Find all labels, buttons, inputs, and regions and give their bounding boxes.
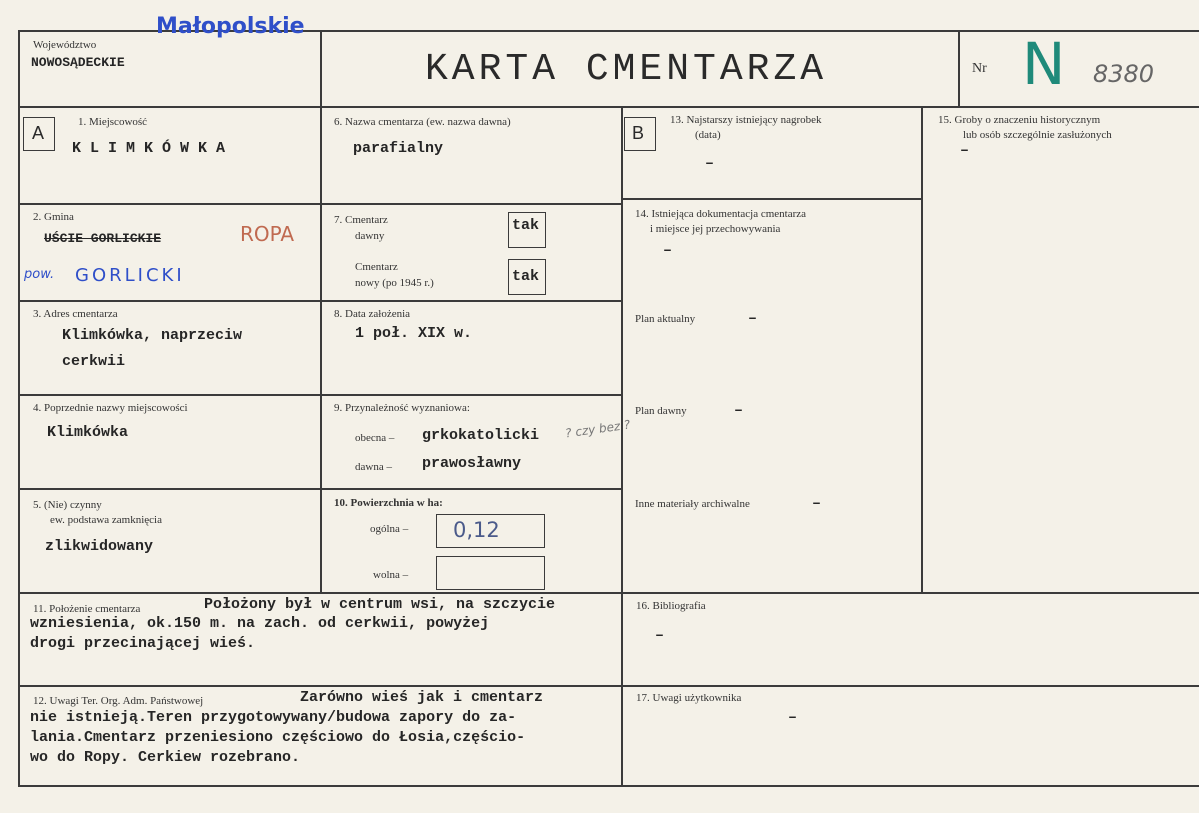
field-11-line3: drogi przecinającej wieś. <box>30 635 256 652</box>
field-11-line1: Położony był w centrum wsi, na szczycie <box>204 596 556 613</box>
field-10-ogolna: 0,12 <box>453 518 500 542</box>
field-9-dawna-label: dawna – <box>355 461 392 473</box>
nr-letter: N <box>1022 30 1066 98</box>
field-4-value: Klimkówka <box>47 424 129 441</box>
field-4-label: 4. Poprzednie nazwy miejscowości <box>33 402 188 414</box>
plan-aktualny-value: – <box>748 310 758 327</box>
field-12-line3: lania.Cmentarz przeniesiono częściowo do Łosia,częścio- <box>30 729 526 746</box>
field-2-label: 2. Gmina <box>33 211 74 223</box>
field-11-label: 11. Położenie cmentarza <box>33 603 141 615</box>
field-7-tak1: tak <box>512 217 540 234</box>
field-9-label: 9. Przynależność wyznaniowa: <box>334 402 470 414</box>
field-15-label1: 15. Groby o znaczeniu historycznym <box>938 114 1101 126</box>
field-2-struck: UŚCIE GORLICKIE <box>44 231 162 246</box>
field-2-pow-value: GORLICKI <box>75 265 185 286</box>
field-10-label: 10. Powierzchnia w ha: <box>334 497 443 509</box>
field-3-line2: cerkwii <box>62 353 126 370</box>
field-14-value: – <box>663 242 673 259</box>
field-10-ogolna-label: ogólna – <box>370 523 409 535</box>
field-7-tak2: tak <box>512 268 540 285</box>
card-title: KARTA CMENTARZA <box>425 48 828 91</box>
field-1-value: KLIMKÓWKA <box>72 140 235 157</box>
region-stamp: Małopolskie <box>156 14 305 39</box>
field-11-line2: wzniesienia, ok.150 m. na zach. od cerkwii, powyżej <box>30 615 490 632</box>
field-9-dawna: prawosławny <box>422 455 522 472</box>
field-10-wolna-box <box>436 556 545 590</box>
field-13-value: – <box>705 155 715 172</box>
field-17-value: – <box>788 709 798 726</box>
field-12-label: 12. Uwagi Ter. Org. Adm. Państwowej <box>33 695 204 707</box>
inne-materialy-label: Inne materiały archiwalne <box>635 498 750 510</box>
wojewodztwo-value: NOWOSĄDECKIE <box>31 55 125 70</box>
field-12-line1: Zarówno wieś jak i cmentarz <box>300 689 544 706</box>
section-b-letter: B <box>632 123 645 143</box>
section-a-letter: A <box>32 123 45 143</box>
plan-dawny-label: Plan dawny <box>635 405 687 417</box>
field-8-label: 8. Data założenia <box>334 308 411 320</box>
field-5-value: zlikwidowany <box>45 538 154 555</box>
field-3-label: 3. Adres cmentarza <box>33 308 118 320</box>
inne-materialy-value: – <box>812 495 822 512</box>
field-5-label2: ew. podstawa zamknięcia <box>50 514 162 526</box>
field-5-label1: 5. (Nie) czynny <box>33 499 102 511</box>
field-2-pow-prefix: pow. <box>24 267 55 282</box>
field-15-label2: lub osób szczególnie zasłużonych <box>963 129 1112 141</box>
plan-aktualny-label: Plan aktualny <box>635 313 696 325</box>
field-7-nowy: nowy (po 1945 r.) <box>355 277 434 289</box>
field-9-obecna-label: obecna – <box>355 432 395 444</box>
field-8-value: 1 poł. XIX w. <box>355 325 473 342</box>
field-9-note: ? czy bez ? <box>564 417 632 441</box>
field-13-label1: 13. Najstarszy istniejący nagrobek <box>670 114 822 126</box>
field-7-label: 7. Cmentarz <box>334 214 388 226</box>
field-2-hand: ROPA <box>240 222 295 246</box>
field-16-label: 16. Bibliografia <box>636 600 706 612</box>
field-6-value: parafialny <box>353 140 444 157</box>
field-17-label: 17. Uwagi użytkownika <box>636 692 742 704</box>
field-7-label2: Cmentarz <box>355 261 398 273</box>
field-3-line1: Klimkówka, naprzeciw <box>62 327 243 344</box>
field-6-label: 6. Nazwa cmentarza (ew. nazwa dawna) <box>334 116 511 128</box>
field-15-value: – <box>960 142 970 159</box>
field-14-label2: i miejsce jej przechowywania <box>650 223 781 235</box>
field-12-line4: wo do Ropy. Cerkiew rozebrano. <box>30 749 301 766</box>
field-7-dawny: dawny <box>355 230 385 242</box>
field-14-label1: 14. Istniejąca dokumentacja cmentarza <box>635 208 807 220</box>
field-1-label: 1. Miejscowość <box>78 116 148 128</box>
field-10-wolna-label: wolna – <box>373 569 409 581</box>
field-16-value: – <box>655 627 665 644</box>
plan-dawny-value: – <box>734 402 744 419</box>
nr-label: Nr <box>972 61 987 76</box>
field-13-label2: (data) <box>695 129 721 141</box>
wojewodztwo-label: Województwo <box>33 39 97 51</box>
field-12-line2: nie istnieją.Teren przygotowywany/budowa zapory do za- <box>30 709 517 726</box>
nr-number: 8380 <box>1093 60 1155 88</box>
field-9-obecna: grkokatolicki <box>422 427 540 444</box>
